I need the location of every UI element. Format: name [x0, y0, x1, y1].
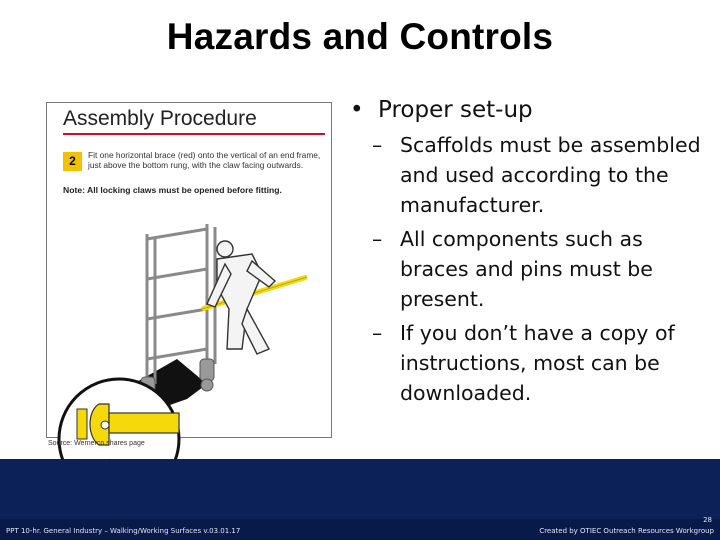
sub-bullet-dash: – [372, 227, 383, 251]
assembly-procedure-figure [46, 102, 332, 438]
slide-title: Hazards and Controls [166, 16, 554, 57]
bullet-dot: • [350, 97, 364, 123]
figure-source: Source: Wernerco shares page [48, 440, 145, 447]
sub-bullet-text: Scaffolds must be assembled and used according to the manufacturer. [400, 133, 701, 217]
footer-course-label: PPT 10-hr. General Industry – Walking/Working Surfaces v.03.01.17 [6, 527, 241, 535]
footer-credit: Created by OTIEC Outreach Resources Workgroup [539, 527, 714, 535]
step-number-badge: 2 [63, 152, 82, 171]
bullet-text: Proper set-up [378, 97, 533, 123]
figure-heading-rule [63, 133, 325, 135]
step-instruction: Fit one horizontal brace (red) onto the vertical of an end frame, just above the bottom rung, with the claw facing outwards. [88, 150, 321, 170]
bullet-item [348, 94, 708, 126]
worker-figure-icon [207, 241, 275, 354]
sub-bullet-item [348, 224, 708, 314]
slide-number: 28 [703, 516, 712, 524]
sub-bullet-dash: – [372, 133, 383, 157]
step-note: Note: All locking claws must be opened before fitting. [63, 185, 282, 195]
bullet-list [348, 94, 708, 408]
sub-bullet-item [348, 130, 708, 220]
figure-heading: Assembly Procedure [63, 107, 257, 130]
scaffold-assembly-illustration [47, 199, 331, 437]
sub-bullet-text: All components such as braces and pins must be present. [400, 227, 653, 311]
sub-bullet-item [348, 318, 708, 408]
sub-bullet-text: If you don’t have a copy of instructions, most can be downloaded. [400, 321, 675, 405]
sub-bullet-dash: – [372, 321, 383, 345]
